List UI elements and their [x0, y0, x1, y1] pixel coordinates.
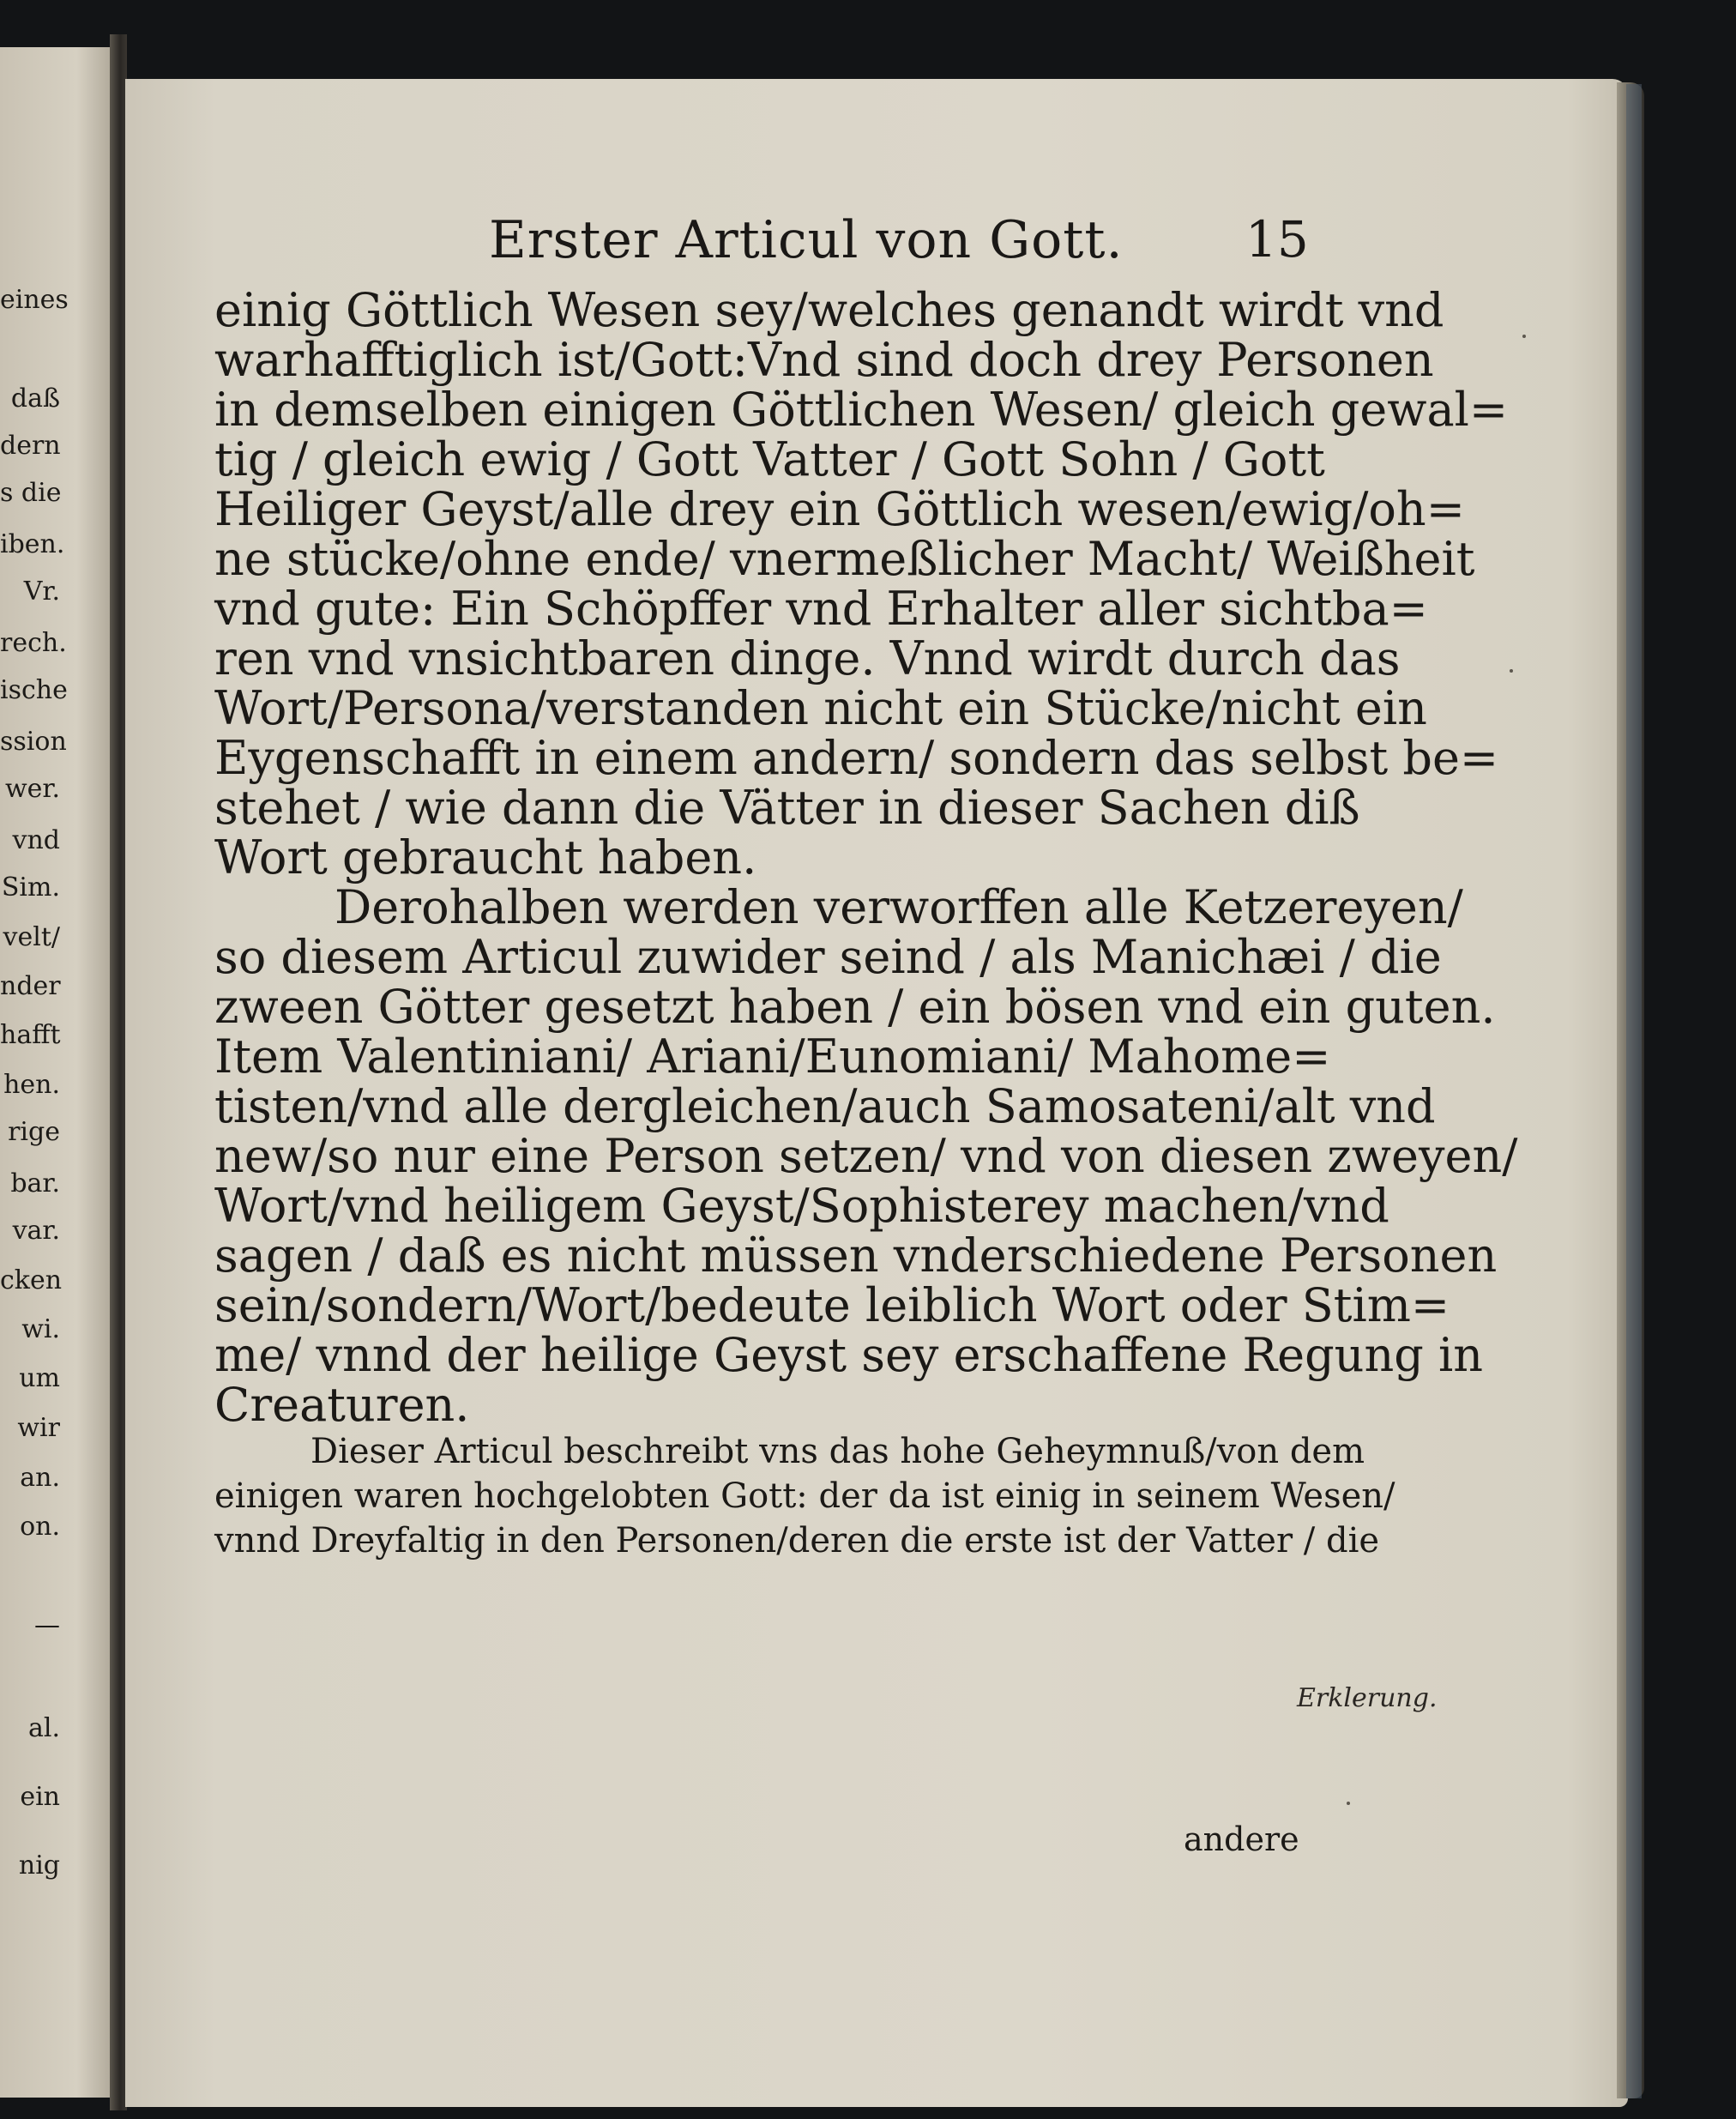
running-head: Erster Articul von Gott.: [489, 210, 1124, 270]
gutter: [110, 34, 127, 2110]
paper-speck: [1510, 669, 1513, 673]
body-line: Creaturen.: [214, 1378, 470, 1432]
left-fragment: ein: [20, 1782, 60, 1812]
body-line: zween Götter gesetzt haben / ein bösen vnd ein guten.: [214, 980, 1496, 1034]
left-fragment: al.: [27, 1713, 60, 1743]
left-fragment: eines: [0, 285, 69, 315]
body-line: Eygenschafft in einem andern/ sondern das selbst be=: [214, 731, 1499, 785]
left-fragment: var.: [12, 1216, 60, 1246]
body-line: tisten/vnd alle dergleichen/auch Samosateni/alt vnd: [214, 1079, 1436, 1133]
body-line: Derohalben werden verworffen alle Ketzereyen/: [335, 880, 1463, 934]
left-fragment: dern: [0, 431, 61, 461]
left-fragment: cken: [0, 1265, 63, 1295]
left-fragment: on.: [20, 1512, 60, 1542]
page-number: 15: [1245, 210, 1309, 269]
commentary-line: einigen waren hochgelobten Gott: der da ist einig in seinem Wesen/: [214, 1476, 1395, 1516]
left-fragment: daß: [10, 383, 60, 414]
left-fragment: nder: [0, 971, 61, 1001]
left-fragment: hen.: [3, 1070, 60, 1100]
body-line: so diesem Articul zuwider seind / als Manichæi / die: [214, 930, 1442, 984]
body-line: me/ vnnd der heilige Geyst sey erschaffene Regung in: [214, 1328, 1484, 1382]
binding-edge: [1626, 84, 1642, 2098]
left-fragment: Vr.: [23, 577, 60, 607]
left-fragment: rech.: [0, 628, 67, 658]
left-fragment: velt/: [3, 922, 60, 952]
marginal-note: Erklerung.: [1297, 1683, 1438, 1713]
body-line: Heiliger Geyst/alle drey ein Göttlich wesen/ewig/oh=: [214, 482, 1465, 536]
left-fragment: rige: [8, 1117, 60, 1147]
left-fragment: wir: [17, 1413, 60, 1443]
body-line: in demselben einigen Göttlichen Wesen/ gleich gewal=: [214, 383, 1509, 437]
left-fragment: an.: [20, 1463, 60, 1493]
left-fragment: hafft: [0, 1020, 61, 1050]
body-line: warhafftiglich ist/Gott:Vnd sind doch drey Personen: [214, 333, 1434, 387]
body-line: Wort/vnd heiligem Geyst/Sophisterey machen/vnd: [214, 1179, 1389, 1233]
left-fragment: iben.: [0, 529, 65, 559]
body-line: einig Göttlich Wesen sey/welches genandt wirdt vnd: [214, 283, 1444, 337]
body-line: ne stücke/ohne ende/ vnermeßlicher Macht/ Weißheit: [214, 532, 1475, 586]
left-fragment: ssion: [0, 727, 67, 757]
left-fragment: s die: [0, 478, 62, 508]
body-line: Wort gebraucht haben.: [214, 830, 757, 884]
body-line: vnd gute: Ein Schöpffer vnd Erhalter aller sichtba=: [214, 582, 1428, 636]
body-line: new/so nur eine Person setzen/ vnd von diesen zweyen/: [214, 1129, 1518, 1183]
commentary-line: vnnd Dreyfaltig in den Personen/deren die erste ist der Vatter / die: [214, 1521, 1380, 1561]
body-line: tig / gleich ewig / Gott Vatter / Gott Sohn / Gott: [214, 432, 1325, 486]
left-fragment: —: [34, 1610, 60, 1640]
body-line: Wort/Persona/verstanden nicht ein Stücke/nicht ein: [214, 681, 1427, 735]
left-fragment: Sim.: [1, 872, 60, 903]
body-line: stehet / wie dann die Vätter in dieser Sachen diß: [214, 781, 1360, 835]
body-line: sein/sondern/Wort/bedeute leiblich Wort oder Stim=: [214, 1278, 1450, 1332]
body-line: sagen / daß es nicht müssen vnderschiedene Personen: [214, 1229, 1498, 1283]
left-fragment: ische: [0, 675, 68, 705]
commentary-line: Dieser Articul beschreibt vns das hohe Geheymnuß/von dem: [310, 1432, 1365, 1471]
left-fragment: wer.: [4, 774, 60, 804]
left-fragment: wi.: [21, 1314, 60, 1344]
left-fragment: bar.: [10, 1168, 60, 1198]
paper-speck: [1347, 1802, 1350, 1805]
paper-speck: [1522, 335, 1526, 338]
body-line: ren vnd vnsichtbaren dinge. Vnnd wirdt durch das: [214, 631, 1401, 685]
left-fragment: vnd: [12, 825, 60, 855]
body-line: Item Valentiniani/ Ariani/Eunomiani/ Mahome=: [214, 1029, 1331, 1084]
left-fragment: nig: [18, 1850, 60, 1881]
catchword: andere: [1184, 1820, 1299, 1858]
left-fragment: um: [19, 1363, 60, 1393]
